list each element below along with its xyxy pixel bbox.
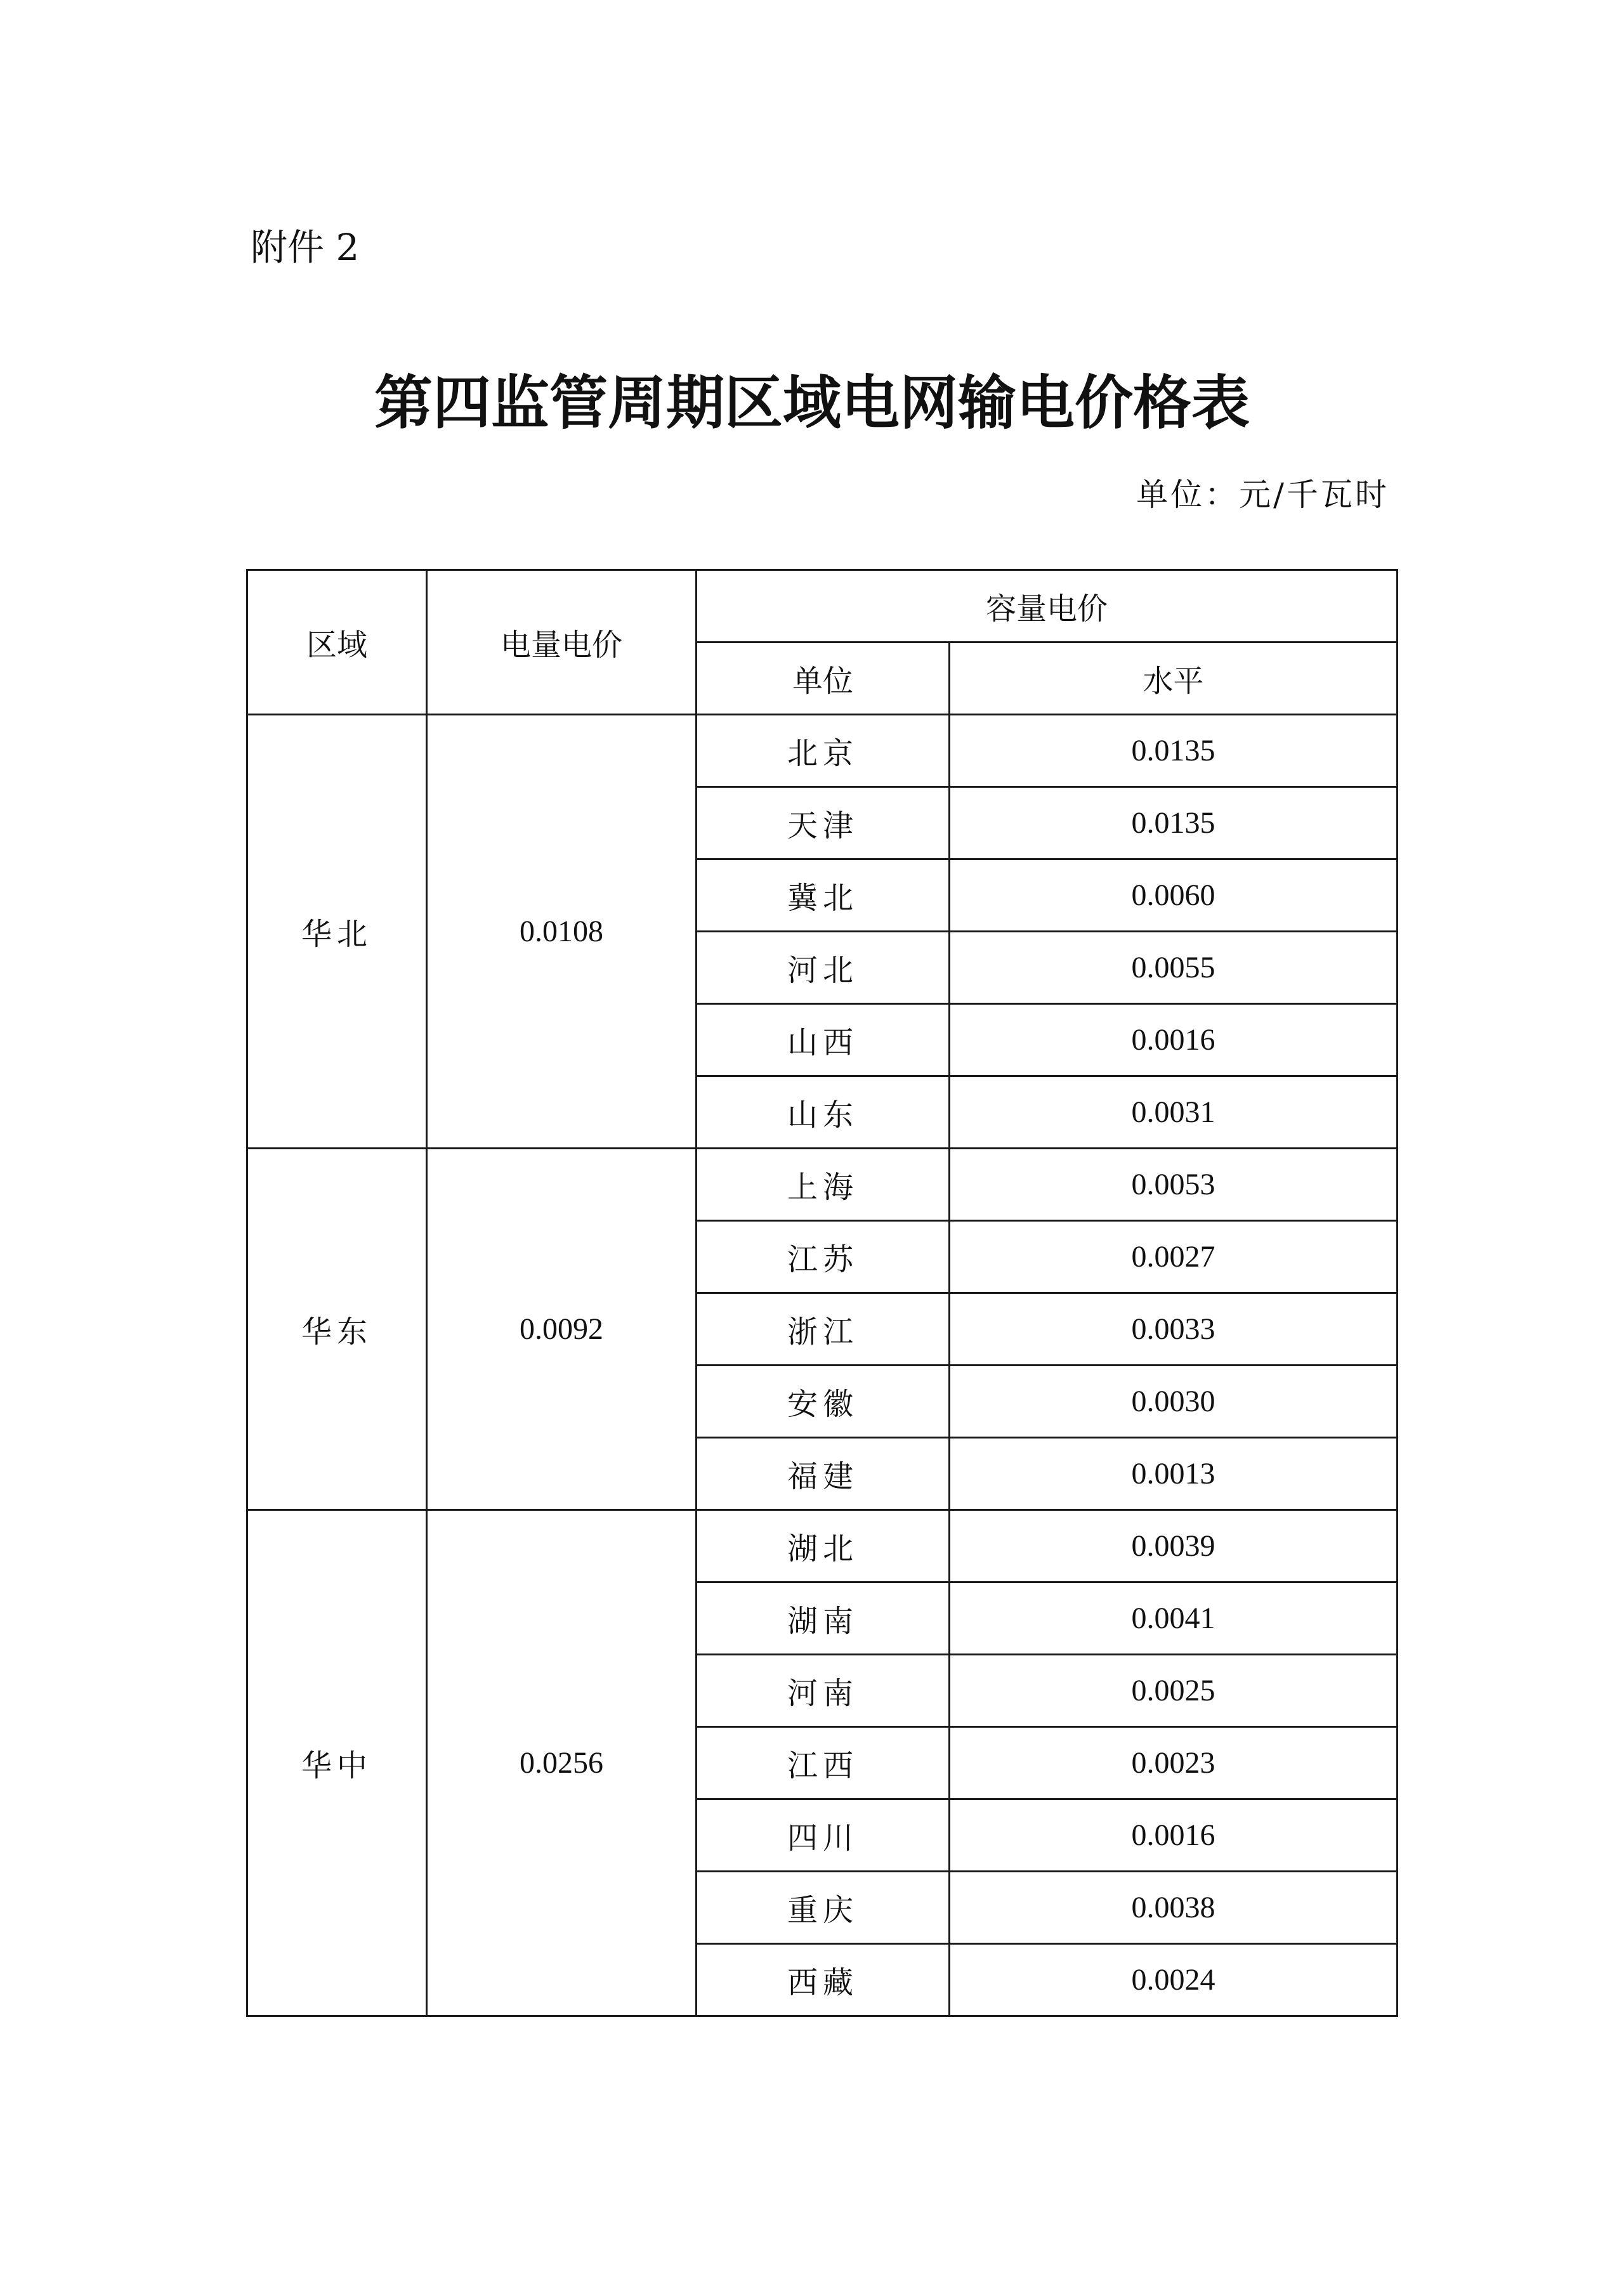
unit-note: 单位：元/千瓦时 [1136,476,1389,513]
unit-name-cell: 福建 [697,1438,950,1510]
unit-name-cell: 江西 [697,1727,950,1799]
header-capacity-price: 容量电价 [697,570,1398,642]
capacity-level-cell: 0.0027 [950,1221,1398,1293]
unit-name-cell: 安徽 [697,1366,950,1438]
table-row [247,1510,1398,1582]
header-level: 水平 [950,642,1398,715]
energy-price-cell: 0.0092 [427,1149,697,1510]
header-energy-price: 电量电价 [427,570,697,715]
capacity-level-cell: 0.0135 [950,715,1398,787]
capacity-level-cell: 0.0033 [950,1293,1398,1366]
capacity-level-cell: 0.0013 [950,1438,1398,1510]
header-row-top [247,570,1398,642]
unit-name-cell: 北京 [697,715,950,787]
unit-name-cell: 山西 [697,1004,950,1076]
unit-name-cell: 河北 [697,932,950,1004]
header-region: 区域 [247,570,427,715]
table-body [247,715,1398,2016]
transmission-price-table [246,569,1398,2017]
capacity-level-cell: 0.0135 [950,787,1398,859]
capacity-level-cell: 0.0041 [950,1582,1398,1655]
capacity-level-cell: 0.0016 [950,1799,1398,1872]
energy-price-cell: 0.0256 [427,1510,697,2016]
unit-name-cell: 山东 [697,1076,950,1149]
unit-name-cell: 湖南 [697,1582,950,1655]
energy-price-cell: 0.0108 [427,715,697,1149]
capacity-level-cell: 0.0053 [950,1149,1398,1221]
capacity-level-cell: 0.0038 [950,1872,1398,1944]
attachment-label: 附件 2 [251,226,360,269]
unit-name-cell: 江苏 [697,1221,950,1293]
capacity-level-cell: 0.0016 [950,1004,1398,1076]
unit-name-cell: 浙江 [697,1293,950,1366]
table-row [247,1149,1398,1221]
region-cell: 华北 [247,715,427,1149]
capacity-level-cell: 0.0030 [950,1366,1398,1438]
capacity-level-cell: 0.0024 [950,1944,1398,2016]
capacity-level-cell: 0.0025 [950,1655,1398,1727]
document-title: 第四监管周期区域电网输电价格表 [374,369,1250,437]
unit-name-cell: 重庆 [697,1872,950,1944]
region-cell: 华中 [247,1510,427,2016]
unit-name-cell: 冀北 [697,859,950,932]
unit-name-cell: 河南 [697,1655,950,1727]
capacity-level-cell: 0.0023 [950,1727,1398,1799]
capacity-level-cell: 0.0060 [950,859,1398,932]
unit-name-cell: 四川 [697,1799,950,1872]
capacity-level-cell: 0.0031 [950,1076,1398,1149]
unit-name-cell: 天津 [697,787,950,859]
unit-name-cell: 上海 [697,1149,950,1221]
region-cell: 华东 [247,1149,427,1510]
unit-name-cell: 湖北 [697,1510,950,1582]
table-row [247,715,1398,787]
capacity-level-cell: 0.0039 [950,1510,1398,1582]
capacity-level-cell: 0.0055 [950,932,1398,1004]
unit-name-cell: 西藏 [697,1944,950,2016]
header-unit: 单位 [697,642,950,715]
